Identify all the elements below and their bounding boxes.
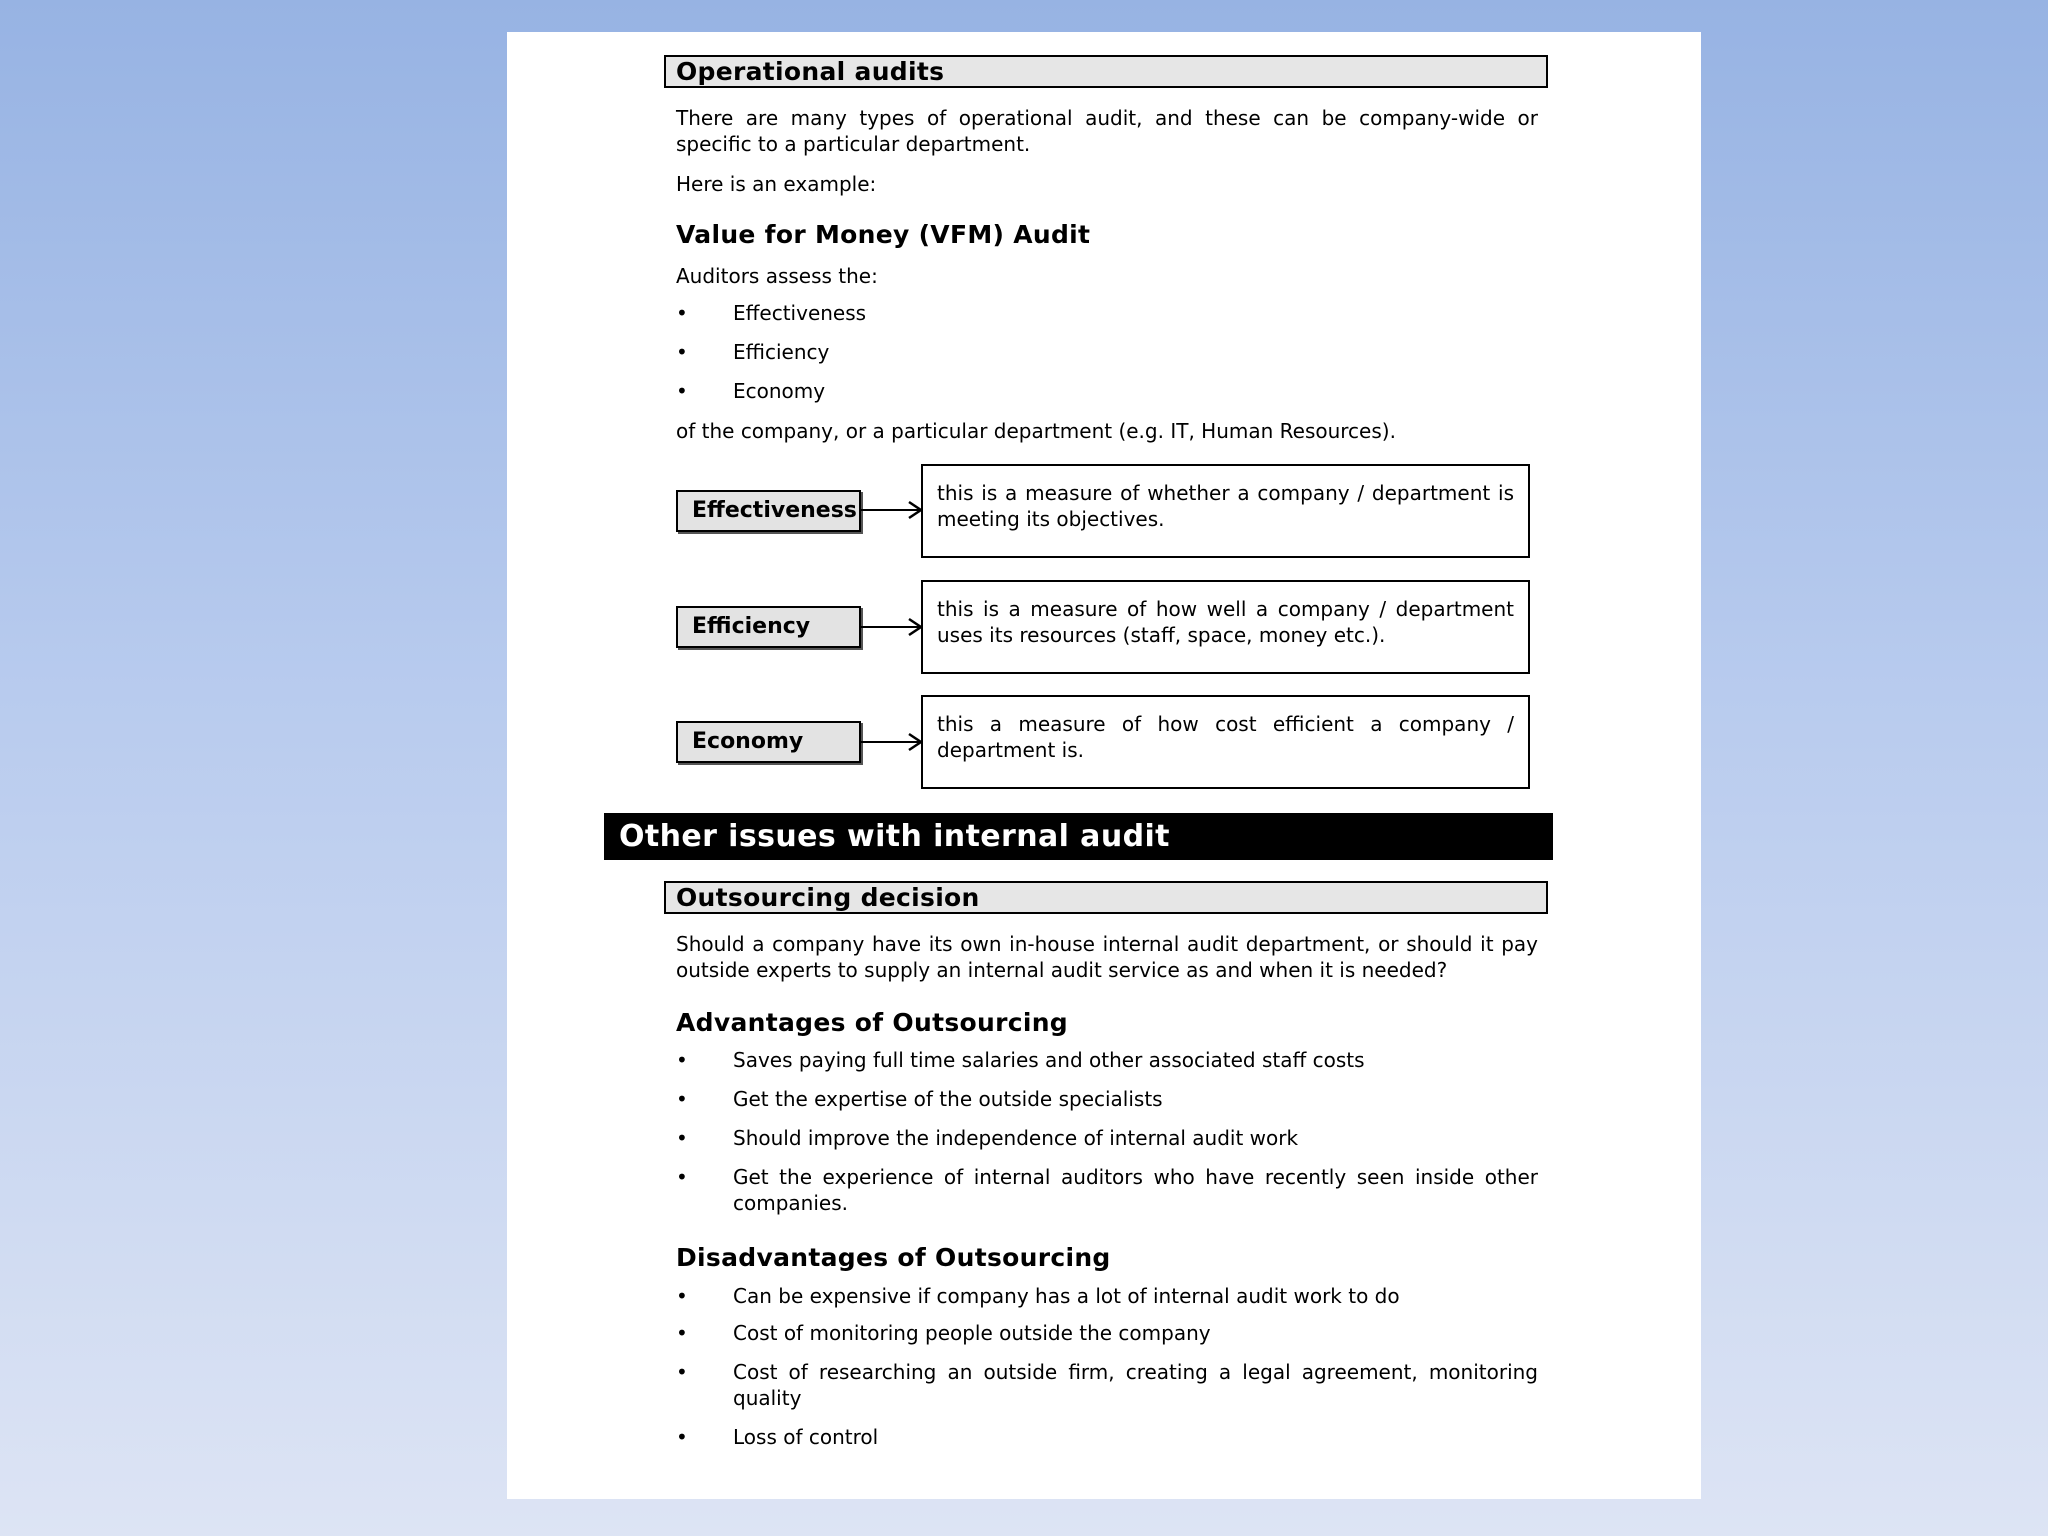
term-box-economy: Economy: [676, 721, 861, 763]
advantages-heading: Advantages of Outsourcing: [676, 1008, 1068, 1037]
list-item: • Cost of monitoring people outside the company: [676, 1321, 1211, 1345]
list-item: • Should improve the independence of internal audit work: [676, 1126, 1299, 1150]
bullet-icon: •: [676, 1321, 688, 1345]
advantages-list: [676, 1047, 1538, 1216]
arrow-right-icon: [861, 732, 927, 752]
vfm-outro: of the company, or a particular department (e.g. IT, Human Resources).: [676, 419, 1396, 443]
example-line: Here is an example:: [676, 172, 877, 196]
arrow-right-icon: [861, 617, 927, 637]
list-item: • Get the expertise of the outside specialists: [676, 1087, 1163, 1111]
list-item: • Loss of control: [676, 1425, 879, 1449]
definition-box-economy: this a measure of how cost efficient a company / department is.: [921, 695, 1530, 789]
document-page: [507, 32, 1701, 1499]
list-item: • Get the experience of internal auditors who have recently seen inside other companies.: [676, 1165, 1538, 1215]
bullet-icon: •: [676, 1360, 688, 1384]
definition-box-efficiency: this is a measure of how well a company / department uses its resources (staff, space, money etc.).: [921, 580, 1530, 674]
operational-intro: There are many types of operational audit, and these can be company-wide or specific to a particular department.: [676, 106, 1538, 156]
bullet-icon: •: [676, 1165, 688, 1189]
assess-line: Auditors assess the:: [676, 264, 878, 288]
list-item: • Effectiveness: [676, 301, 867, 325]
bullet-icon: •: [676, 340, 688, 364]
bullet-icon: •: [676, 1425, 688, 1449]
disadvantages-list: [676, 1283, 1538, 1450]
bullet-icon: •: [676, 1048, 688, 1072]
list-item: • Efficiency: [676, 340, 830, 364]
outsourcing-intro: Should a company have its own in-house internal audit department, or should it pay outside experts to supply an internal audit service as and when it is needed?: [676, 932, 1538, 982]
bullet-icon: •: [676, 379, 688, 403]
term-box-efficiency: Efficiency: [676, 606, 861, 648]
section-title-operational-audits: Operational audits: [664, 55, 1548, 88]
disadvantages-heading: Disadvantages of Outsourcing: [676, 1243, 1111, 1272]
section-title-outsourcing: Outsourcing decision: [664, 881, 1548, 914]
section-banner: Other issues with internal audit: [604, 813, 1553, 860]
list-item: • Can be expensive if company has a lot of internal audit work to do: [676, 1284, 1400, 1308]
term-box-effectiveness: Effectiveness: [676, 490, 861, 532]
vfm-bullet-list: [676, 300, 1538, 404]
arrow-right-icon: [861, 500, 927, 520]
bullet-icon: •: [676, 301, 688, 325]
bullet-icon: •: [676, 1087, 688, 1111]
vfm-heading: Value for Money (VFM) Audit: [676, 220, 1091, 249]
list-item: • Cost of researching an outside firm, creating a legal agreement, monitoring quality: [676, 1360, 1538, 1410]
list-item: • Economy: [676, 379, 826, 403]
list-item: • Saves paying full time salaries and other associated staff costs: [676, 1048, 1365, 1072]
bullet-icon: •: [676, 1126, 688, 1150]
bullet-icon: •: [676, 1284, 688, 1308]
definition-box-effectiveness: this is a measure of whether a company / department is meeting its objectives.: [921, 464, 1530, 558]
